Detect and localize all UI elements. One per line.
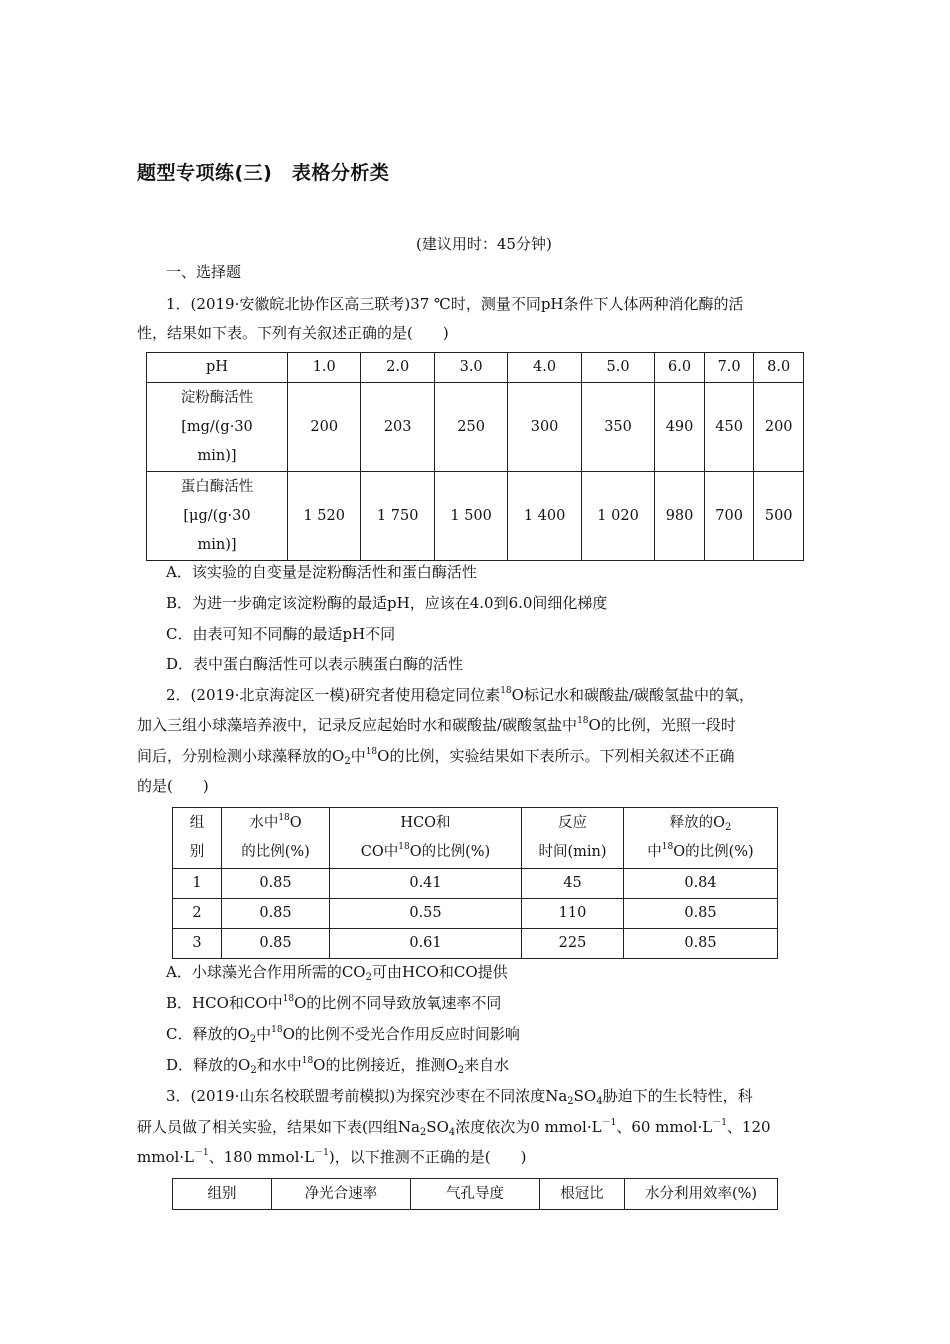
q3-header-cell: 气孔导度	[411, 1179, 540, 1210]
q2-sub: 2	[365, 972, 372, 983]
q1-cell: 1 020	[581, 472, 654, 561]
q2-sup: 18	[271, 1025, 283, 1035]
q1-ph-cell: 2.0	[361, 353, 434, 383]
q2-cell: 0.84	[624, 869, 778, 899]
q2-text: O的比例(%)	[673, 844, 754, 860]
q2-text: 间后，分别检测小球藻释放的O	[137, 747, 345, 765]
q3-text: 、180 mmol·L	[208, 1148, 315, 1166]
q2-text: 中	[350, 747, 366, 765]
q2-text: C．释放的O	[166, 1025, 250, 1043]
q2-header-o2	[624, 808, 778, 869]
q3-stem-line3	[137, 1147, 526, 1167]
q1-ph-cell: 8.0	[754, 353, 804, 383]
q2-text: 水中	[249, 815, 279, 831]
q2-text: O的比例不受光合作用反应时间影响	[282, 1025, 520, 1043]
q2-table	[172, 807, 778, 959]
q3-table	[172, 1178, 778, 1210]
q2-text: 中	[647, 844, 662, 860]
q2-text: 和水中	[256, 1056, 302, 1074]
q2-text: 加入三组小球藻培养液中，记录反应起始时水和碳酸盐/碳酸氢盐中	[137, 716, 578, 734]
q3-header-cell: 净光合速率	[272, 1179, 411, 1210]
q1-ph-cell: 3.0	[434, 353, 507, 383]
q2-text: 来自水	[464, 1056, 510, 1074]
q3-text: 胁迫下的生长特性，科	[602, 1087, 753, 1105]
q1-cell: 500	[754, 472, 804, 561]
q1-row2-label-line: 蛋白酶活性	[180, 478, 254, 495]
q1-row2-label-line: min)]	[197, 536, 237, 553]
q3-sup: －1	[314, 1148, 329, 1158]
q2-text: O的比例，光照一段时	[588, 716, 736, 734]
q2-text: 可由HCO和CO提供	[371, 963, 508, 981]
q3-sub: 2	[419, 1127, 427, 1138]
q3-header-cell: 根冠比	[540, 1179, 625, 1210]
section-heading: 一、选择题	[166, 263, 242, 281]
q1-row1-label	[147, 383, 288, 472]
q1-option-c: C．由表可知不同酶的最适pH不同	[166, 625, 396, 643]
q3-sup: －1	[601, 1118, 617, 1128]
q1-row1-label-line: [mg/(g·30	[181, 418, 253, 435]
q1-cell: 250	[434, 383, 507, 472]
q3-text: 、120	[726, 1118, 771, 1136]
q2-sub: 2	[457, 1065, 465, 1076]
q2-stem-line2	[137, 715, 736, 735]
q2-text: O标记水和碳酸盐/碳酸氢盐中的氧，	[511, 686, 755, 704]
table-row	[173, 869, 778, 899]
q2-cell: 1	[173, 869, 222, 899]
q2-text: A．小球藻光合作用所需的CO	[166, 963, 366, 981]
q1-cell: 1 500	[434, 472, 507, 561]
q2-text: 中	[256, 1025, 272, 1043]
q2-sup: 18	[577, 716, 589, 726]
q2-cell: 0.85	[222, 869, 330, 899]
q1-cell: 1 520	[288, 472, 361, 561]
q2-stem-line3	[137, 746, 734, 766]
q2-text: O的比例接近，推测O	[313, 1056, 458, 1074]
q2-text: O的比例(%)	[409, 844, 491, 860]
q3-sub: 4	[596, 1096, 603, 1107]
q2-option-c	[166, 1024, 520, 1044]
q1-stem-line1: 1．(2019·安徽皖北协作区高三联考)37 ℃时，测量不同pH条件下人体两种消化酶的活	[166, 295, 744, 313]
q2-option-a	[166, 962, 508, 982]
q2-sup: 18	[365, 747, 378, 757]
q2-header-line	[330, 838, 521, 867]
q2-cell: 110	[522, 899, 624, 929]
q2-text: O	[289, 815, 302, 831]
q2-cell: 0.85	[222, 899, 330, 929]
q1-cell: 1 400	[508, 472, 581, 561]
q3-text: 浓度依次为0 mmol·L	[455, 1118, 602, 1136]
q2-header-time	[522, 808, 624, 869]
table-row	[173, 929, 778, 959]
q2-header-group	[173, 808, 222, 869]
q2-sub: 2	[249, 1034, 257, 1045]
q2-cell: 0.85	[624, 929, 778, 959]
q2-sub: 2	[250, 1065, 257, 1076]
q2-cell: 0.85	[624, 899, 778, 929]
q2-text: D．释放的O	[166, 1056, 251, 1074]
q3-header-cell: 组别	[173, 1179, 272, 1210]
q1-ph-cell: 7.0	[704, 353, 754, 383]
q1-ph-cell: 5.0	[581, 353, 654, 383]
q3-text: 研人员做了相关实验，结果如下表(四组Na	[137, 1118, 420, 1136]
q2-header-hco	[330, 808, 522, 869]
q3-text: 、60 mmol·L	[616, 1118, 713, 1136]
q2-option-b	[166, 993, 501, 1013]
q1-header-label: pH	[147, 353, 288, 383]
q2-header-line	[624, 809, 777, 838]
q1-cell: 490	[655, 383, 705, 472]
q2-sup: 18	[282, 994, 295, 1004]
q1-option-b: B．为进一步确定该淀粉酶的最适pH，应该在4.0到6.0间细化梯度	[166, 594, 608, 612]
q2-header-line: 时间(min)	[538, 844, 607, 860]
q1-cell: 980	[655, 472, 705, 561]
q2-sup: 18	[661, 842, 674, 852]
q2-header-line	[624, 838, 777, 867]
q2-text: 2．(2019·北京海淀区一模)研究者使用稳定同位素	[166, 686, 501, 704]
q1-cell: 300	[508, 383, 581, 472]
q3-text: mmol·L	[137, 1148, 195, 1166]
q2-sub: 2	[725, 822, 732, 833]
q1-cell: 350	[581, 383, 654, 472]
q2-sub: 2	[344, 756, 351, 767]
q2-text: B．HCO和CO中	[166, 994, 283, 1012]
q2-text: 释放的O	[669, 815, 725, 831]
q2-sup: 18	[500, 686, 512, 696]
q1-row1-label-line: 淀粉酶活性	[180, 389, 254, 406]
q1-option-a: A．该实验的自变量是淀粉酶活性和蛋白酶活性	[166, 563, 477, 581]
q2-cell: 3	[173, 929, 222, 959]
q2-cell: 0.41	[330, 869, 522, 899]
q2-sup: 18	[301, 1056, 314, 1066]
q2-cell: 0.85	[222, 929, 330, 959]
q3-header-cell: 水分利用效率(%)	[625, 1179, 778, 1210]
q1-cell: 200	[288, 383, 361, 472]
q2-stem-line4: 的是( )	[137, 777, 209, 795]
q1-cell: 1 750	[361, 472, 434, 561]
q3-text: SO	[573, 1087, 597, 1105]
q1-cell: 203	[361, 383, 434, 472]
q2-sup: 18	[278, 813, 290, 823]
q3-stem-line1	[166, 1086, 753, 1106]
page-title: 题型专项练(三) 表格分析类	[137, 162, 390, 184]
q2-header-line: 组	[189, 815, 205, 831]
q1-row1-label-line: min)]	[197, 447, 237, 464]
q1-cell: 450	[704, 383, 754, 472]
q1-row2-label-line: [μg/(g·30	[183, 507, 251, 524]
q3-sup: －1	[194, 1148, 209, 1158]
q3-text: 3．(2019·山东名校联盟考前模拟)为探究沙枣在不同浓度Na	[166, 1087, 568, 1105]
q1-ph-cell: 6.0	[655, 353, 705, 383]
q2-option-d	[166, 1055, 509, 1075]
q2-header-line: 反应	[558, 815, 587, 831]
q1-row2-label	[147, 472, 288, 561]
q2-header-water	[222, 808, 330, 869]
q3-sup: －1	[712, 1118, 727, 1128]
q1-ph-cell: 4.0	[508, 353, 581, 383]
q1-table	[146, 352, 804, 561]
q2-cell: 225	[522, 929, 624, 959]
q2-header-line: 别	[189, 844, 205, 860]
q3-stem-line2	[137, 1117, 771, 1137]
q1-cell: 200	[754, 383, 804, 472]
q2-sup: 18	[398, 842, 410, 852]
q2-cell: 0.61	[330, 929, 522, 959]
q3-sub: 4	[448, 1127, 456, 1138]
q3-text: SO	[426, 1118, 449, 1136]
q2-header-line: HCO和	[400, 815, 451, 831]
q2-stem-line1	[166, 685, 754, 705]
q2-cell: 2	[173, 899, 222, 929]
table-row	[173, 899, 778, 929]
q3-sub: 2	[567, 1096, 574, 1107]
q1-ph-cell: 1.0	[288, 353, 361, 383]
time-hint: (建议用时：45分钟)	[416, 235, 552, 253]
q2-cell: 45	[522, 869, 624, 899]
q2-text: O的比例，实验结果如下表所示。下列相关叙述不正确	[377, 747, 735, 765]
q2-text: O的比例不同导致放氧速率不同	[294, 994, 502, 1012]
q2-cell: 0.55	[330, 899, 522, 929]
q2-text: CO中	[360, 844, 399, 860]
q2-header-line	[222, 809, 329, 838]
q2-header-line: 的比例(%)	[241, 844, 310, 860]
q3-text: )，以下推测不正确的是( )	[328, 1148, 527, 1166]
q1-stem-line2: 性，结果如下表。下列有关叙述正确的是( )	[137, 324, 449, 342]
q1-cell: 700	[704, 472, 754, 561]
q1-option-d: D．表中蛋白酶活性可以表示胰蛋白酶的活性	[166, 655, 464, 673]
